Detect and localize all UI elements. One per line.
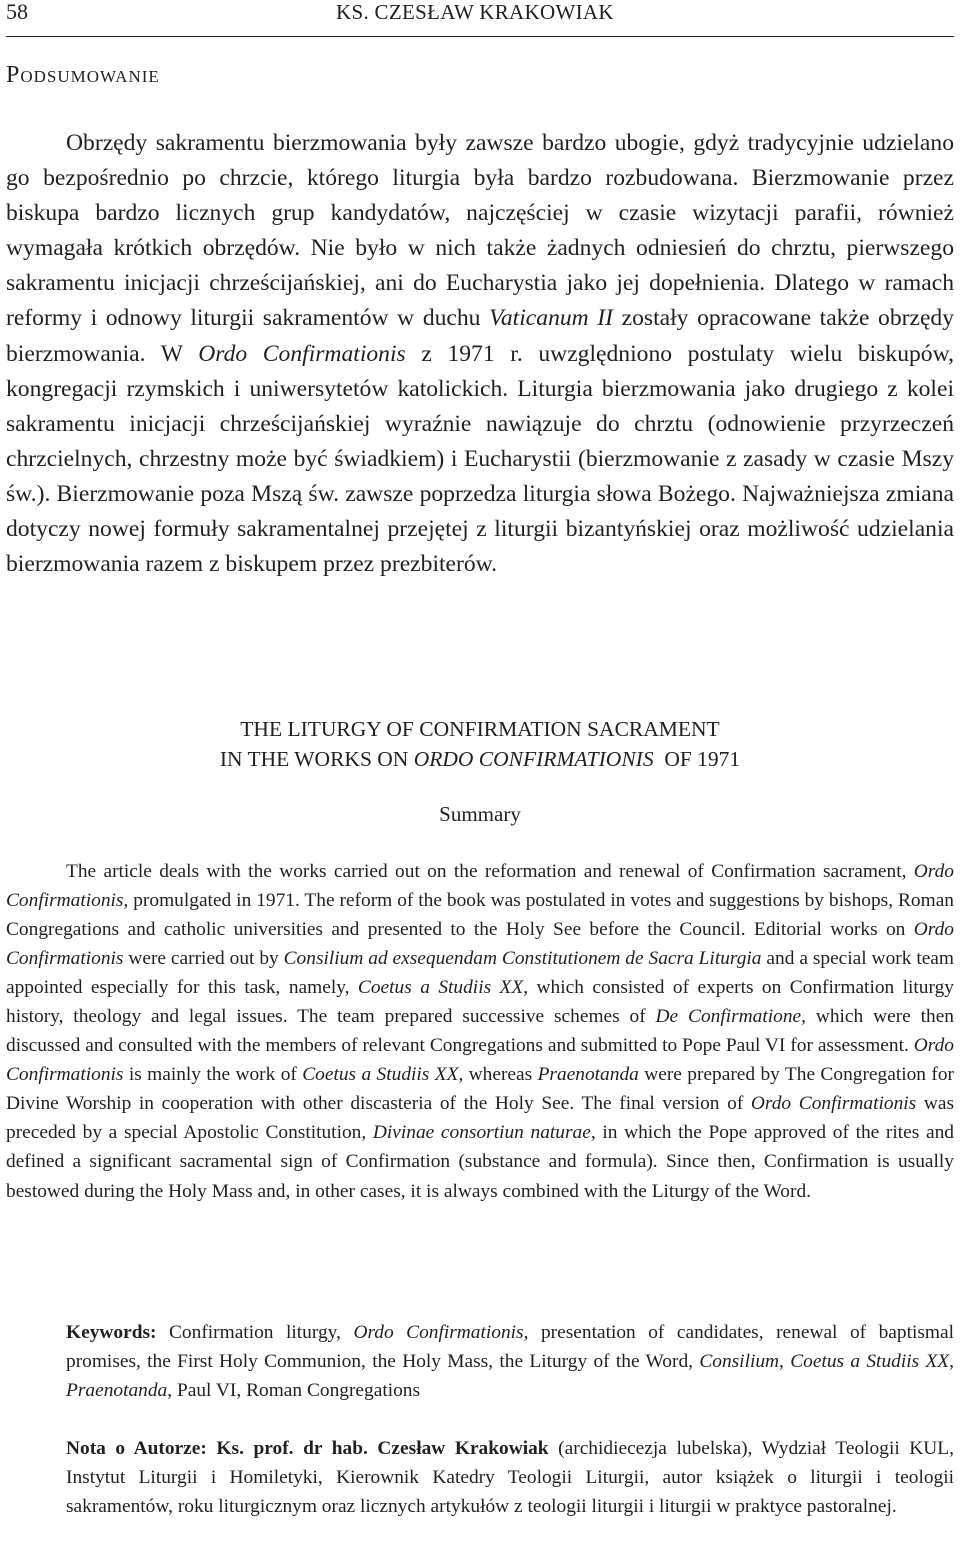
body-text-run: zostały opracowane także obrzędy bierzmowania. W: [6, 305, 955, 367]
author-note-paragraph: [66, 1434, 954, 1522]
body-text-run: z 1971 r. uwzględniono postulaty wielu biskupów, kongregacji rzymskich i uniwersytetów katolickich. Liturgia bierzmowania jako drugiego z kolei sakramentu inicjacji chrześcijańskiej wyraźnie nawiązuje do chrztu (odnowienie przyrzeczeń chrzcielnych, chrzestny może być świadkiem) i Eucharystii (bierzmowanie z zasady w czasie Mszy św.). Bierzmowanie poza Mszą św. zawsze poprzedza liturgia słowa Bożego. Najważniejsza zmiana dotyczy nowej formuły sakramentalnej przejętej z liturgii bizantyńskiej oraz możliwość udzielania bierzmowania razem z biskupem przez prezbiterów.: [6, 340, 955, 578]
keywords-italic-run: Ordo Confirmationis: [353, 1322, 524, 1343]
body-italic-run: Vaticanum II: [489, 305, 614, 332]
summary-italic-run: De Confirmatione: [655, 1006, 802, 1028]
summary-text-run: The article deals with the works carried out on the reformation and renewal of Confirmation sacrament,: [66, 861, 914, 882]
running-head: KS. CZESŁAW KRAKOWIAK: [336, 0, 614, 24]
summary-italic-run: Divinae consortiun naturae: [372, 1122, 591, 1144]
summary-text-run: , which consisted of experts on Confirmation liturgy history, theology and legal issues. The team prepared successive schemes of: [6, 977, 954, 1028]
keywords-text-run: ,: [949, 1351, 955, 1373]
keywords-text-run: ,: [779, 1351, 791, 1373]
page-header: [6, 0, 954, 27]
section-heading: Podsumowanie: [6, 62, 160, 88]
summary-text-run: were carried out by: [123, 948, 284, 970]
summary-text-run: is mainly the work of: [123, 1064, 303, 1086]
english-summary-paragraph: [6, 857, 954, 1206]
summary-italic-run: Ordo Confirmationis: [6, 919, 954, 970]
summary-italic-run: Coetus a Studiis XX: [302, 1064, 459, 1086]
summary-text-run: were prepared by The Congregation for Divine Worship in cooperation with other discasteria of the Holy See. The final version of: [6, 1064, 954, 1115]
author-note-text: (archidiecezja lubelska), Wydział Teologii KUL, Instytut Liturgii i Homiletyki, Kierownik Katedry Teologii Liturgii, autor książek o liturgii i teologii sakramentów, roku liturgicznym oraz licznych artykułów z teologii liturgii i liturgii w praktyce pastoralnej.: [66, 1438, 954, 1518]
summary-italic-run: Ordo Confirmationis: [6, 1035, 954, 1086]
english-title-line-2: [0, 744, 960, 774]
keywords-label: Keywords:: [66, 1322, 157, 1343]
summary-text-run: and a special work team appointed especially for this task, namely,: [6, 948, 954, 999]
title-italic-run: ORDO CONFIRMATIONIS: [413, 747, 654, 771]
keywords-italic-run: Consilium: [699, 1351, 780, 1373]
english-title-line-1: THE LITURGY OF CONFIRMATION SACRAMENT: [240, 717, 720, 741]
summary-italic-run: Coetus a Studiis XX: [357, 977, 524, 999]
keywords-paragraph: [66, 1318, 954, 1406]
keywords-text-run: , Paul VI, Roman Congregations: [167, 1380, 421, 1402]
keywords-text-run: Confirmation liturgy,: [156, 1322, 354, 1343]
summary-text-run: , in which the Pope approved of the rites and defined a significant sacramental sign of Confirmation (substance and formula). Since then, Confirmation is usually bestowed during the Holy Mass and, in other cases, it is always combined with the Liturgy of the Word.: [6, 1122, 954, 1202]
english-title: [0, 714, 960, 774]
page-number: 58: [6, 0, 28, 24]
author-note-label: Nota o Autorze: Ks. prof. dr hab. Czesław Krakowiak: [66, 1438, 549, 1459]
title-text-run: OF 1971: [653, 747, 741, 771]
summary-text-run: , whereas: [458, 1064, 538, 1086]
body-italic-run: Ordo Confirmationis: [198, 340, 406, 367]
body-text-run: Obrzędy sakramentu bierzmowania były zawsze bardzo ubogie, gdyż tradycyjnie udzielano go bezpośrednio po chrzcie, którego liturgia była bardzo rozbudowana. Bierzmowanie przez biskupa bardzo licznych grup kandydatów, najczęściej w czasie wizytacji parafii, również wymagała krótkich obrzędów. Nie było w nich także żadnych odniesień do chrztu, pierwszego sakramentu inicjacji chrześcijańskiej, ani do Eucharystia jako jej dopełnienia. Dlatego w ramach reformy i odnowy liturgii sakramentów w duchu: [6, 130, 954, 332]
summary-italic-run: Praenotanda: [537, 1064, 639, 1086]
summary-italic-run: Ordo Confirmationis: [750, 1093, 917, 1115]
summary-label: Summary: [439, 802, 521, 826]
summary-italic-run: Consilium ad exsequendam Constitutionem de Sacra Liturgia: [283, 948, 762, 970]
keywords-italic-run: Praenotanda: [66, 1380, 168, 1402]
title-text-run: IN THE WORKS ON: [219, 747, 414, 771]
summary-text-run: , promulgated in 1971. The reform of the book was postulated in votes and suggestions by bishops, Roman Congregations and catholic universities and presented to the Holy See before the Council. Editorial works on: [6, 890, 954, 941]
header-rule: [6, 36, 954, 37]
keywords-italic-run: Coetus a Studiis XX: [790, 1351, 950, 1373]
polish-summary-paragraph: [6, 126, 954, 582]
keywords-text-run: , presentation of candidates, renewal of baptismal promises, the First Holy Communion, the Holy Mass, the Liturgy of the Word,: [66, 1322, 954, 1373]
summary-italic-run: Ordo Confirmationis: [6, 861, 954, 912]
summary-text-run: , which were then discussed and consulted with the members of relevant Congregations and submitted to Pope Paul VI for assessment.: [6, 1006, 954, 1057]
summary-text-run: was preceded by a special Apostolic Constitution,: [6, 1093, 954, 1144]
